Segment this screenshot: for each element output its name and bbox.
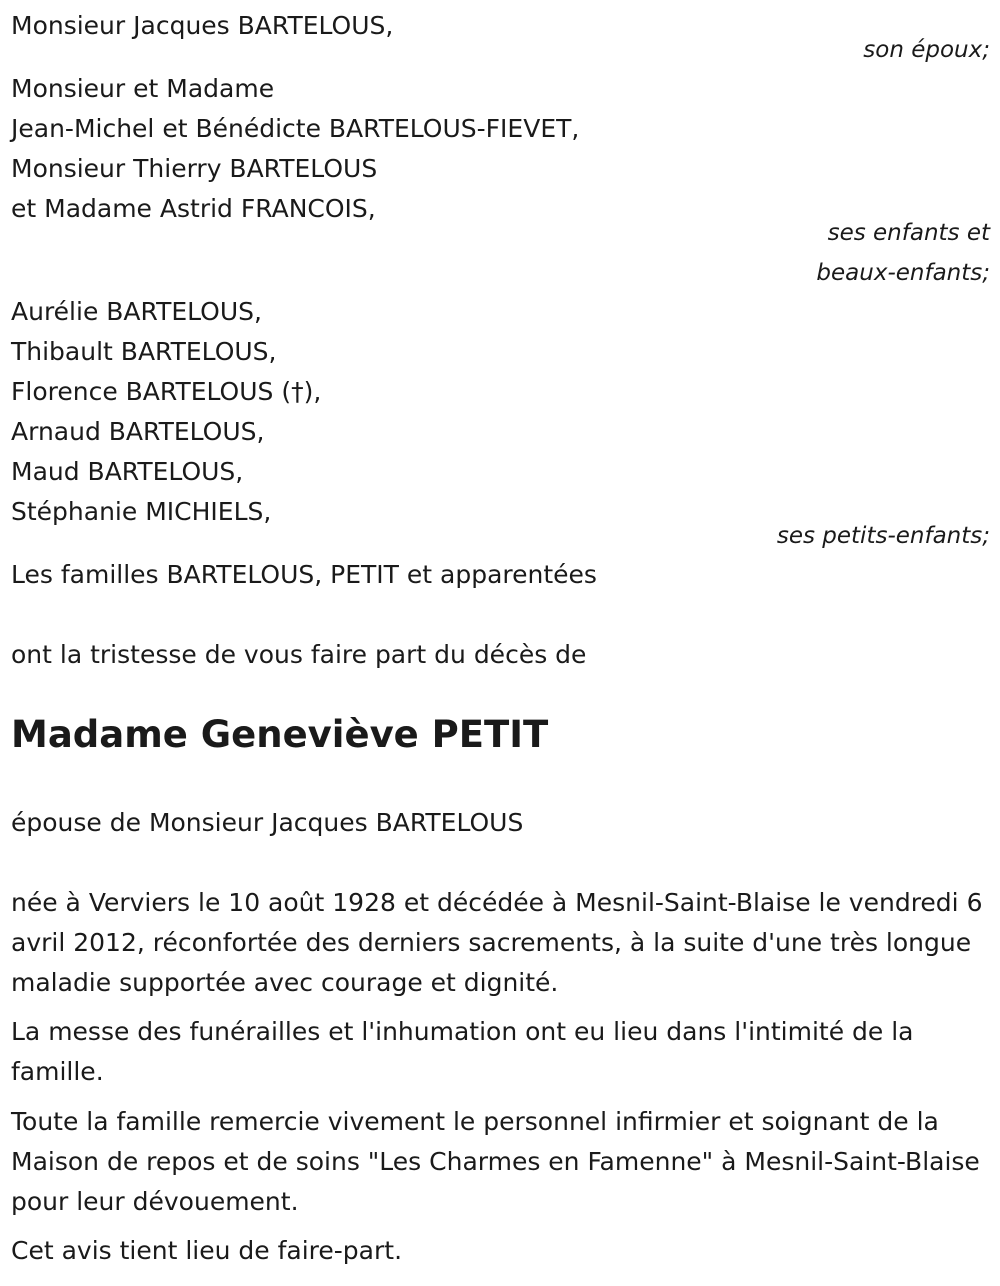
- children-role-line2: beaux-enfants;: [816, 260, 990, 286]
- thanks-paragraph: Toute la famille remercie vivement le personnel infirmier et soignant de la Maison de repos et de soins "Les Charmes en Famenne" à Mesnil-Saint-Blaise pour leur dévouement.: [11, 1107, 980, 1216]
- grandchild-line: Arnaud BARTELOUS,: [11, 417, 265, 446]
- spouse-role: son époux;: [863, 37, 990, 63]
- deceased-name: Madame Geneviève PETIT: [11, 713, 549, 756]
- grandchild-line: Stéphanie MICHIELS,: [11, 497, 272, 526]
- grandchild-line: Aurélie BARTELOUS,: [11, 297, 262, 326]
- child-line: Jean-Michel et Bénédicte BARTELOUS-FIEVET,: [11, 114, 580, 143]
- grandchild-line: Florence BARTELOUS (†),: [11, 377, 322, 406]
- funeral-paragraph: La messe des funérailles et l'inhumation ont eu lieu dans l'intimité de la famille.: [11, 1017, 914, 1086]
- spouse-name: Monsieur Jacques BARTELOUS,: [11, 11, 394, 40]
- birth-death-paragraph: née à Verviers le 10 août 1928 et décédée à Mesnil-Saint-Blaise le vendredi 6 avril 2012, réconfortée des derniers sacrements, à la suite d'une très longue maladie supportée avec courage et dignité.: [11, 888, 983, 997]
- child-line: Monsieur Thierry BARTELOUS: [11, 154, 378, 183]
- closing-paragraph: Cet avis tient lieu de faire-part.: [11, 1236, 403, 1265]
- grandchildren-role: ses petits-enfants;: [776, 523, 990, 549]
- child-line: et Madame Astrid FRANCOIS,: [11, 194, 376, 223]
- grandchild-line: Thibault BARTELOUS,: [11, 337, 277, 366]
- grandchild-line: Maud BARTELOUS,: [11, 457, 244, 486]
- children-role-line1: ses enfants et: [827, 220, 990, 246]
- families-line: Les familles BARTELOUS, PETIT et apparentées: [11, 560, 597, 589]
- spouse-of-line: épouse de Monsieur Jacques BARTELOUS: [11, 808, 524, 837]
- announcement-line: ont la tristesse de vous faire part du décès de: [11, 640, 587, 669]
- child-line: Monsieur et Madame: [11, 74, 275, 103]
